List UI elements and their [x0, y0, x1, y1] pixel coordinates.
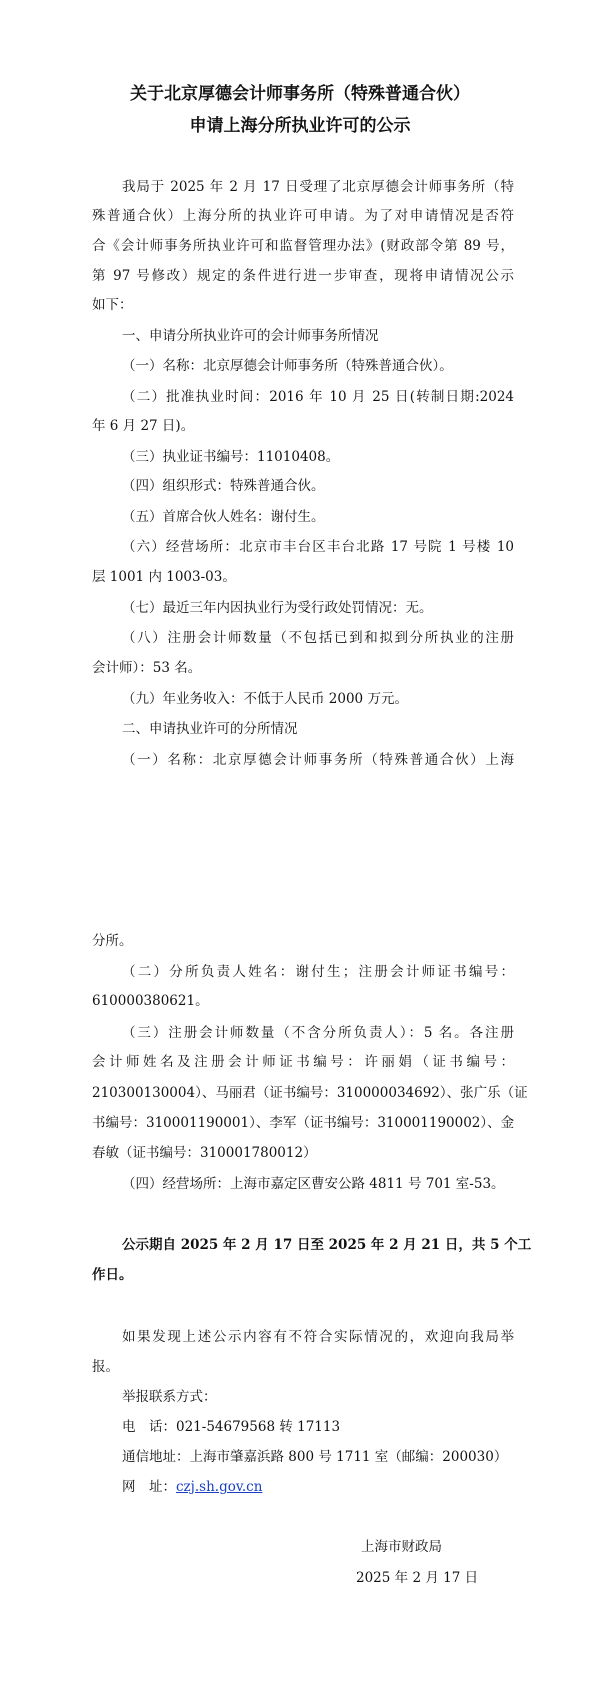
contact-web-link[interactable]: czj.sh.gov.cn: [176, 1479, 263, 1495]
section-1-item: （五）首席合伙人姓名：谢付生。: [122, 509, 325, 525]
section-1-item: （一）名称：北京厚德会计师事务所（特殊普通合伙）。: [122, 358, 453, 374]
section-1-heading: 一、申请分所执业许可的会计师事务所情况: [122, 328, 379, 344]
contact-address: 通信地址：上海市肇嘉浜路 800 号 1711 室（邮编：200030）: [122, 1449, 508, 1465]
section-2-heading: 二、申请执业许可的分所情况: [122, 721, 298, 737]
page-title-line-2: 申请上海分所执业许可的公示: [189, 116, 411, 136]
report-line: 如果发现上述公示内容有不符合实际情况的，欢迎向我局举: [122, 1329, 514, 1345]
notice-period-line: 作日。: [92, 1267, 133, 1283]
intro-line: 如下：: [92, 297, 133, 313]
intro-line: 殊普通合伙）上海分所的执业许可申请。为了对申请情况是否符: [92, 208, 514, 224]
contact-phone: 电 话：021-54679568 转 17113: [122, 1419, 341, 1435]
section-2-item: 春敏（证书编号：310001780012）: [92, 1145, 317, 1161]
section-2-item: 会计师姓名及注册会计师证书编号：许丽娟（证书编号：: [92, 1054, 514, 1070]
section-2-name-line: 分所。: [92, 933, 133, 949]
section-2-name-line: （一）名称：北京厚德会计师事务所（特殊普通合伙）上海: [122, 752, 514, 768]
notice-period-line: 公示期自 2025 年 2 月 17 日至 2025 年 2 月 21 日，共 5 个工: [122, 1237, 532, 1253]
section-1-item: （九）年业务收入：不低于人民币 2000 万元。: [122, 691, 408, 707]
contact-heading: 举报联系方式：: [122, 1389, 217, 1405]
section-1-item: 会计师）：53 名。: [92, 660, 202, 676]
signature-org: 上海市财政局: [361, 1539, 442, 1555]
report-line: 报。: [92, 1359, 119, 1375]
section-2-item: （四）经营场所：上海市嘉定区曹安公路 4811 号 701 室-53。: [122, 1176, 505, 1192]
intro-line: 第 97 号修改）规定的条件进行进一步审查，现将申请情况公示: [92, 268, 514, 284]
section-1-item: （二）批准执业时间：2016 年 10 月 25 日(转制日期:2024: [122, 389, 514, 405]
section-2-item: 书编号：310001190001）、李军（证书编号：310001190002）、金: [92, 1115, 515, 1131]
section-2-item: （二）分所负责人姓名：谢付生；注册会计师证书编号：: [122, 964, 514, 980]
signature-date: 2025 年 2 月 17 日: [356, 1570, 479, 1586]
section-2-item: 610000380621。: [92, 993, 209, 1009]
section-1-item: 层 1001 内 1003-03。: [92, 569, 236, 585]
section-2-item: 210300130004）、马丽君（证书编号：310000034692）、张广乐（证: [92, 1085, 528, 1101]
section-1-item: （七）最近三年内因执业行为受行政处罚情况：无。: [122, 600, 433, 616]
section-1-item: （六）经营场所：北京市丰台区丰台北路 17 号院 1 号楼 10: [122, 539, 514, 555]
section-2-item: （三）注册会计师数量（不含分所负责人）：5 名。各注册: [122, 1025, 514, 1041]
contact-web-label: 网 址：: [122, 1479, 176, 1495]
section-1-item: （四）组织形式：特殊普通合伙。: [122, 478, 325, 494]
page-title-line-1: 关于北京厚德会计师事务所（特殊普通合伙）: [130, 84, 470, 104]
intro-line: 我局于 2025 年 2 月 17 日受理了北京厚德会计师事务所（特: [122, 179, 514, 195]
contact-web: [122, 1477, 514, 1497]
section-1-item: （三）执业证书编号：11010408。: [122, 449, 340, 465]
section-1-item: （八）注册会计师数量（不包括已到和拟到分所执业的注册: [122, 630, 514, 646]
section-1-item: 年 6 月 27 日)。: [92, 418, 195, 434]
intro-line: 合《会计师事务所执业许可和监督管理办法》(财政部令第 89 号，: [92, 238, 514, 254]
